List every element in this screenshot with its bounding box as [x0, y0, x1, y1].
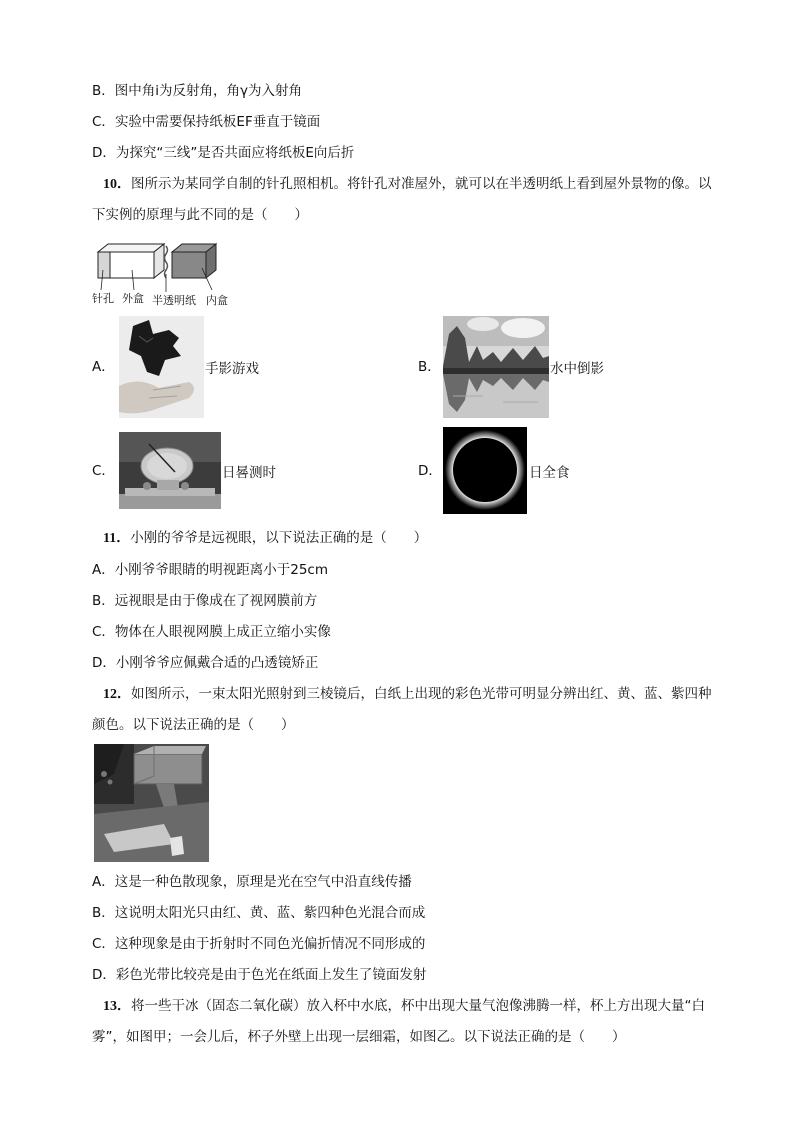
question-number: 11．	[103, 531, 131, 546]
option-text: 这说明太阳光只由红、黄、蓝、紫四种色光混合而成	[114, 905, 426, 921]
q10-option-c-letter: C．	[92, 463, 115, 479]
option-text: 小刚爷爷眼睛的明视距离小于25cm	[114, 562, 329, 578]
option-text: 实验中需要保持纸板EF垂直于镜面	[114, 114, 321, 130]
q10-option-a-caption: 手影游戏	[205, 361, 259, 377]
hand-shadow-photo	[119, 316, 204, 418]
q11-option-d	[92, 653, 318, 673]
sundial-photo	[119, 432, 221, 509]
option-letter: D．	[92, 145, 116, 161]
option-letter: C．	[92, 624, 115, 640]
question-number: 12．	[103, 687, 131, 702]
q12-option-d	[92, 965, 426, 985]
option-letter: A．	[92, 874, 115, 890]
option-letter: D．	[92, 967, 116, 983]
question-text: 如图所示，一束太阳光照射到三棱镜后，白纸上出现的彩色光带可明显分辨出红、黄、蓝、紫四种	[131, 686, 712, 702]
question-number: 10．	[103, 177, 131, 192]
q11-option-a	[92, 560, 328, 580]
option-letter: C．	[92, 114, 115, 130]
q10-option-b-caption: 水中倒影	[550, 361, 604, 377]
q12-stem-line2: 颜色。以下说法正确的是（ ）	[92, 717, 295, 733]
label-pinhole: 针孔	[92, 293, 114, 305]
option-letter: C．	[92, 936, 115, 952]
q13-stem-line1	[103, 996, 705, 1017]
pinhole-camera-diagram	[92, 240, 242, 308]
option-letter: D．	[92, 655, 116, 671]
q11-stem	[103, 528, 427, 549]
option-text: 远视眼是由于像成在了视网膜前方	[114, 593, 318, 609]
prism-photo	[94, 744, 209, 862]
option-letter: B．	[92, 83, 115, 99]
question-number: 13．	[103, 999, 131, 1014]
q10-option-b-letter: B．	[418, 359, 441, 375]
q10-stem-line1	[103, 174, 712, 195]
q12-option-b	[92, 903, 425, 923]
q10-option-a-letter: A．	[92, 359, 115, 375]
water-reflection-photo	[443, 316, 549, 418]
question-text: 小刚的爷爷是远视眼，以下说法正确的是（ ）	[130, 530, 428, 546]
q12-option-c	[92, 934, 425, 954]
option-text: 这种现象是由于折射时不同色光偏折情况不同形成的	[114, 936, 426, 952]
option-text: 为探究“三线”是否共面应将纸板E向后折	[115, 145, 355, 161]
option-text: 图中角i为反射角，角γ为入射角	[114, 83, 303, 99]
q9-option-b	[92, 81, 302, 101]
q10-option-d-letter: D．	[418, 463, 442, 479]
solar-eclipse-photo	[443, 427, 527, 514]
question-text: 图所示为某同学自制的针孔照相机。将针孔对准屋外，就可以在半透明纸上看到屋外景物的像。以	[131, 176, 712, 192]
option-letter: B．	[92, 905, 115, 921]
q9-option-c	[92, 112, 320, 132]
q11-option-c	[92, 622, 331, 642]
option-text: 小刚爷爷应佩戴合适的凸透镜矫正	[115, 655, 319, 671]
q9-option-d	[92, 143, 354, 163]
q12-option-a	[92, 872, 412, 892]
q13-stem-line2: 雾”，如图甲；一会儿后，杯子外壁上出现一层细霜，如图乙。以下说法正确的是（ ）	[92, 1029, 626, 1045]
q11-option-b	[92, 591, 317, 611]
option-text: 彩色光带比较亮是由于色光在纸面上发生了镜面发射	[115, 967, 427, 983]
label-translucent-paper: 半透明纸	[152, 295, 196, 307]
question-text: 将一些干冰（固态二氧化碳）放入杯中水底，杯中出现大量气泡像沸腾一样，杯上方出现大量“白	[131, 998, 705, 1014]
option-text: 物体在人眼视网膜上成正立缩小实像	[114, 624, 331, 640]
q10-option-c-caption: 日晷测时	[222, 465, 276, 481]
q10-option-d-caption: 日全食	[529, 465, 570, 481]
label-inner-box: 内盒	[206, 295, 228, 307]
label-outer-box: 外盒	[122, 293, 144, 305]
option-letter: B．	[92, 593, 115, 609]
q12-stem-line1	[103, 684, 712, 705]
option-letter: A．	[92, 562, 115, 578]
option-text: 这是一种色散现象，原理是光在空气中沿直线传播	[114, 874, 412, 890]
q10-stem-line2: 下实例的原理与此不同的是（ ）	[92, 207, 308, 223]
